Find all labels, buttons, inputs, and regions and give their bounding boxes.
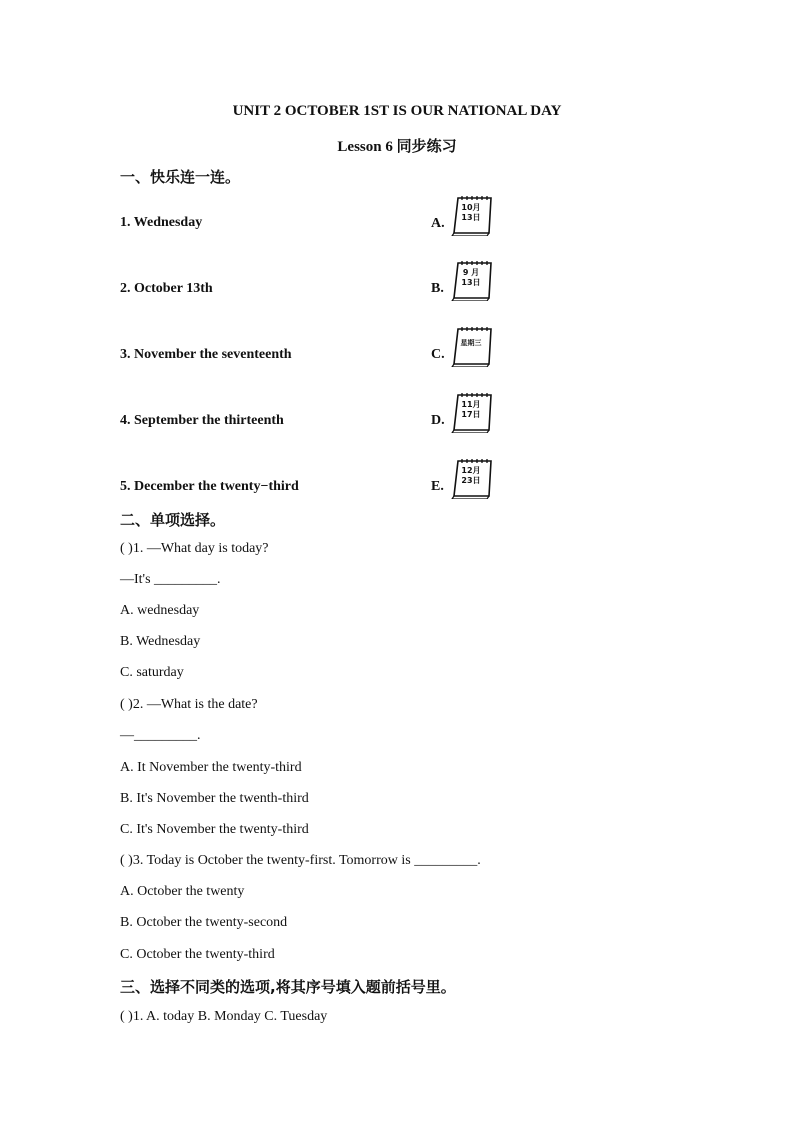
match-letter-c: C.: [431, 347, 445, 362]
option-line: A. It November the twenty-third: [120, 760, 302, 775]
calendar-weekday: 星期三: [460, 339, 482, 347]
calendar-day: 23日: [461, 476, 481, 485]
option-line: A. October the twenty: [120, 884, 245, 899]
calendar-icon: [451, 325, 493, 367]
match-left-1: 1. Wednesday: [120, 215, 203, 230]
question-line: ( )3. Today is October the twenty-first. Tomorrow is _________.: [120, 853, 481, 868]
page-title: UNIT 2 OCTOBER 1ST IS OUR NATIONAL DAY: [232, 103, 562, 119]
option-line: A. wednesday: [120, 603, 200, 618]
calendar-month: 10月: [461, 203, 481, 212]
section-heading-3: 三、选择不同类的选项,将其序号填入题前括号里。: [120, 978, 456, 996]
calendar-icon: [451, 457, 493, 499]
calendar-day: 17日: [461, 410, 481, 419]
calendar-icon: [451, 391, 493, 433]
match-left-2: 2. October 13th: [120, 281, 213, 296]
match-left-4: 4. September the thirteenth: [120, 413, 284, 428]
question-line: ( )2. —What is the date?: [120, 697, 258, 712]
calendar-day: 13日: [461, 213, 481, 222]
section-heading-1: 一、快乐连一连。: [120, 168, 241, 186]
match-letter-d: D.: [431, 413, 445, 428]
calendar-month: 12月: [461, 466, 481, 475]
match-left-5: 5. December the twenty−third: [120, 479, 299, 494]
match-left-3: 3. November the seventeenth: [120, 347, 292, 362]
question-line: ( )1. —What day is today?: [120, 541, 269, 556]
question-line: ( )1. A. today B. Monday C. Tuesday: [120, 1009, 328, 1024]
option-line: C. saturday: [120, 665, 184, 680]
calendar-month: 9 月: [462, 268, 480, 277]
answer-blank-line: —_________.: [120, 728, 201, 743]
calendar-month: 11月: [461, 400, 481, 409]
option-line: C. October the twenty-third: [120, 947, 275, 962]
page-subtitle: Lesson 6 同步练习: [337, 139, 457, 155]
match-letter-a: A.: [431, 216, 445, 231]
calendar-day: 13日: [461, 278, 481, 287]
option-line: B. October the twenty-second: [120, 915, 288, 930]
calendar-icon: [451, 259, 493, 301]
match-letter-e: E.: [431, 479, 444, 494]
option-line: C. It's November the twenty-third: [120, 822, 309, 837]
answer-blank-line: —It's _________.: [120, 572, 221, 587]
option-line: B. It's November the twenth-third: [120, 791, 309, 806]
calendar-icon: [451, 194, 493, 236]
option-line: B. Wednesday: [120, 634, 201, 649]
match-letter-b: B.: [431, 281, 444, 296]
section-heading-2: 二、单项选择。: [120, 511, 226, 529]
